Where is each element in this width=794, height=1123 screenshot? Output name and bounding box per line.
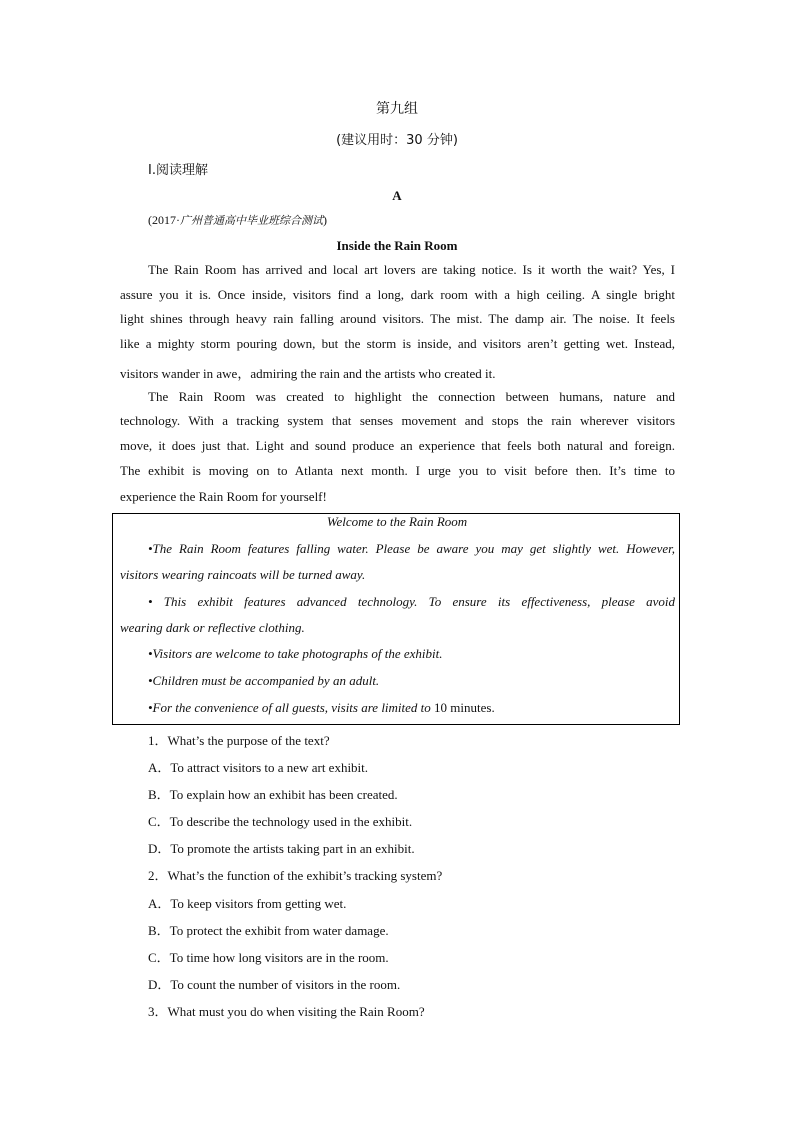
notice-rule5-suffix: 10 minutes. [430, 700, 495, 715]
question-2-option-d: D．To count the number of visitors in the room. [148, 977, 401, 992]
notice-title: Welcome to the Rain Room [326, 514, 468, 529]
article-title: Inside the Rain Room [336, 238, 458, 253]
question-2-stem: 2．What’s the function of the exhibit’s tracking system? [148, 868, 443, 883]
article-p1-line3: light shines through heavy rain falling around visitors. The mist. The damp air. The noise. It feels [120, 311, 675, 326]
article-p2-line5: experience the Rain Room for yourself! [120, 489, 327, 504]
notice-rule4: •Children must be accompanied by an adult. [148, 673, 380, 688]
article-p1-line4: like a mighty storm pouring down, but the storm is inside, and visitors aren’t getting wet. Instead, [120, 336, 675, 351]
article-p2-line2: technology. With a tracking system that senses movement and stops the rain wherever visitors [120, 413, 675, 428]
article-p1-line1: The Rain Room has arrived and local art lovers are taking notice. Is it worth the wait? Yes, I [148, 262, 675, 277]
page-title: 第九组 [376, 101, 418, 117]
source-close: ) [323, 213, 327, 227]
question-2-option-b: B．To protect the exhibit from water damage. [148, 923, 389, 938]
article-p1-line5: visitors wander in awe，admiring the rain and the artists who created it. [120, 366, 496, 381]
notice-rule1-line1: •The Rain Room features falling water. Please be aware you may get slightly wet. However, [148, 541, 675, 556]
question-2-option-a: A．To keep visitors from getting wet. [148, 896, 347, 911]
notice-rule5-prefix: •For the convenience of all guests, visits are limited to [148, 700, 431, 715]
time-suggestion: (建议用时：30 分钟) [336, 133, 458, 148]
article-p1-line2: assure you it is. Once inside, visitors find a long, dark room with a high ceiling. A single bright [120, 287, 675, 302]
notice-rule2-line1: • This exhibit features advanced technology. To ensure its effectiveness, please avoid [148, 594, 675, 609]
notice-rule3: •Visitors are welcome to take photographs of the exhibit. [148, 646, 443, 661]
notice-rule5 [148, 700, 495, 716]
article-p2-line4: The exhibit is moving on to Atlanta next month. I urge you to visit before then. It’s time to [120, 463, 675, 478]
question-1-stem: 1．What’s the purpose of the text? [148, 733, 330, 748]
passage-letter: A [392, 188, 402, 203]
section-heading: Ⅰ.阅读理解 [148, 163, 208, 178]
article-p2-line3: move, it does just that. Light and sound produce an experience that feels both natural and foreign. [120, 438, 675, 453]
question-1-option-d: D．To promote the artists taking part in an exhibit. [148, 841, 415, 856]
question-2-option-c: C．To time how long visitors are in the room. [148, 950, 389, 965]
question-1-option-a: A．To attract visitors to a new art exhibit. [148, 760, 369, 775]
source-year: (2017· [148, 213, 180, 227]
question-3-stem: 3．What must you do when visiting the Rain Room? [148, 1004, 425, 1019]
question-1-option-b: B．To explain how an exhibit has been created. [148, 787, 398, 802]
question-1-option-c: C．To describe the technology used in the exhibit. [148, 814, 413, 829]
source-citation [148, 212, 327, 228]
source-name: 广州普通高中毕业班综合测试 [180, 214, 323, 227]
notice-rule1-line2: visitors wearing raincoats will be turned away. [120, 567, 366, 582]
notice-rule2-line2: wearing dark or reflective clothing. [120, 620, 305, 635]
article-p2-line1: The Rain Room was created to highlight the connection between humans, nature and [148, 389, 675, 404]
